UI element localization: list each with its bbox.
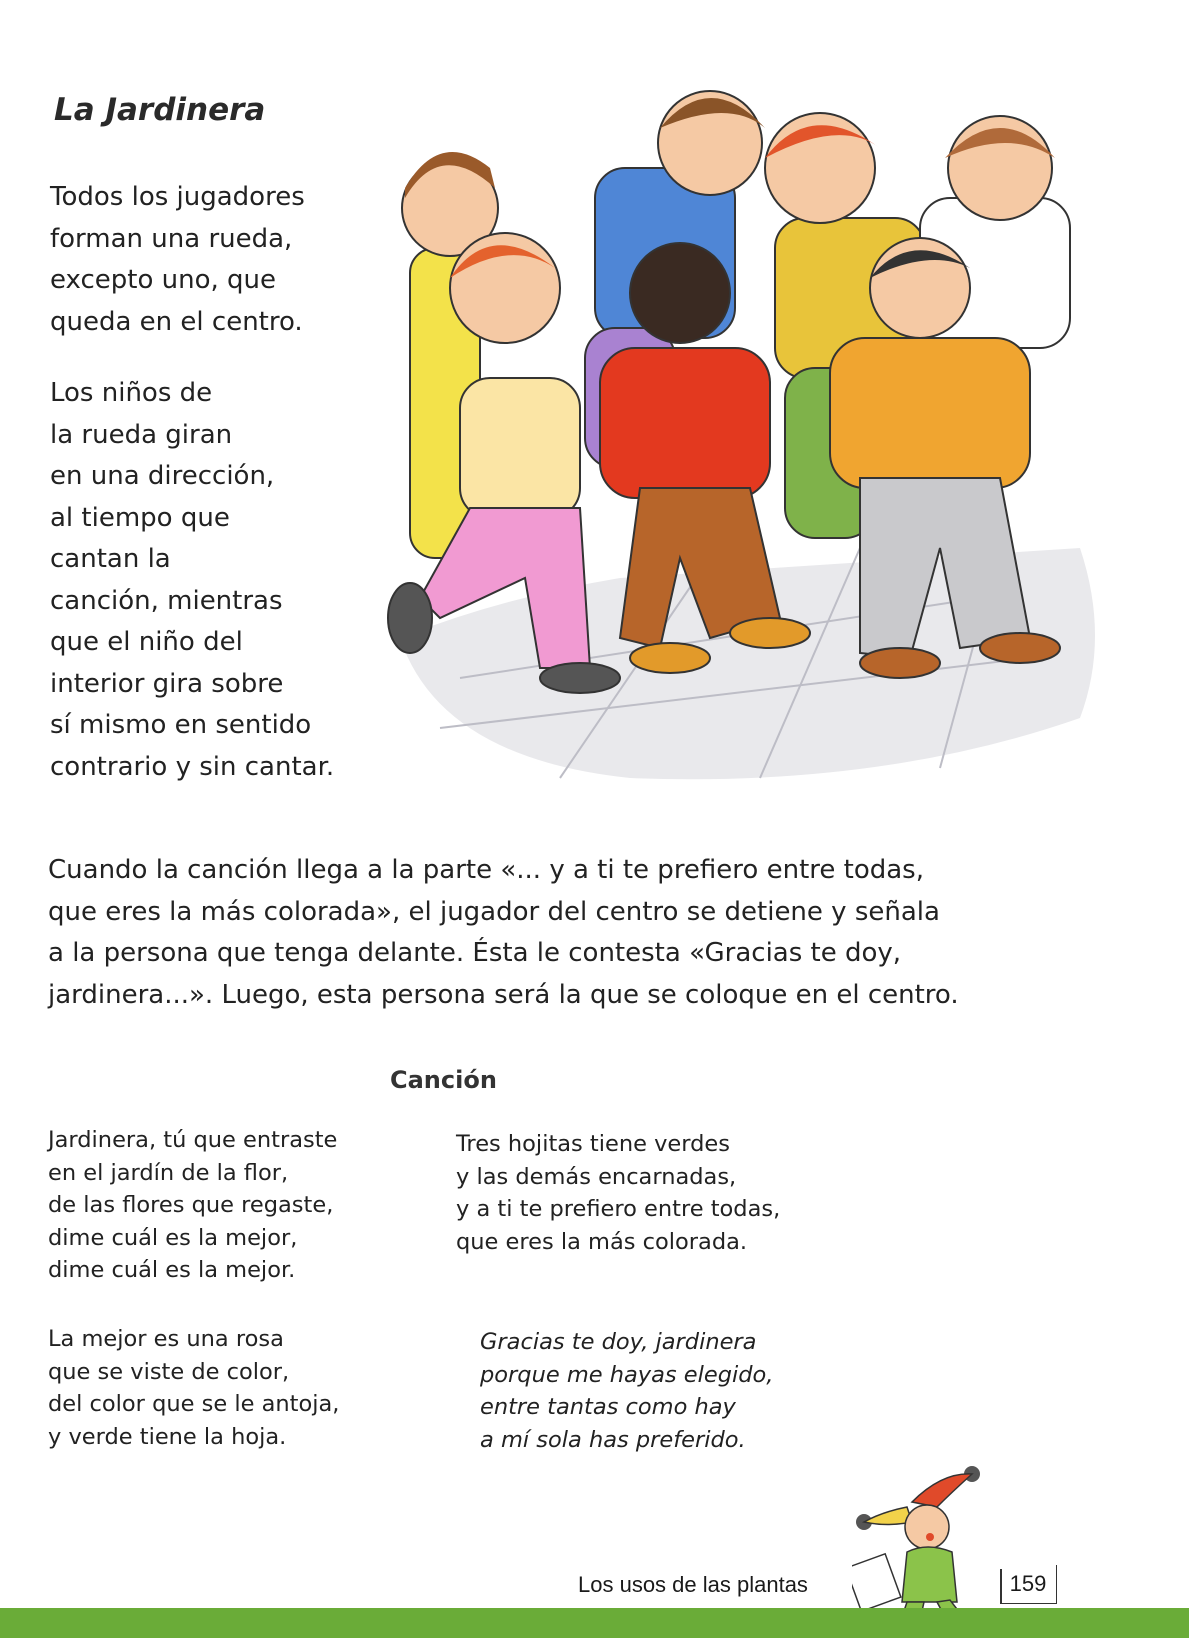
stanza-line: de las flores que regaste,: [48, 1192, 334, 1218]
stanza-line: porque me hayas elegido,: [480, 1361, 774, 1388]
stanza-2: [456, 1128, 780, 1258]
stanza-line: y a ti te prefiero entre todas,: [456, 1196, 781, 1222]
intro-line: Todos los jugadores: [50, 182, 305, 212]
page-title: La Jardinera: [54, 92, 266, 128]
footer-bar: [0, 1608, 1189, 1638]
paragraph-line: a la persona que tenga delante. Ésta le contesta «Gracias te doy,: [48, 938, 902, 968]
stanza-line: y verde tiene la hoja.: [48, 1423, 287, 1450]
stanza-line: en el jardín de la flor,: [48, 1159, 289, 1186]
stanza-4: [480, 1326, 773, 1456]
intro-line: forman una rueda,: [50, 223, 293, 254]
stanza-line: dime cuál es la mejor,: [48, 1224, 298, 1251]
intro-line: cantan la: [50, 544, 171, 574]
children-circle-illustration: [380, 78, 1120, 798]
page-number: [1000, 1565, 1057, 1604]
intro-line: canción, mientras: [50, 585, 283, 616]
page-number-text: 159: [1009, 1571, 1047, 1596]
intro-line: en una dirección,: [50, 461, 275, 491]
intro-line: Los niños de: [50, 378, 213, 408]
intro-line: excepto uno, que: [50, 265, 277, 295]
intro-line: la rueda giran: [50, 419, 233, 450]
paragraph-line: Cuando la canción llega a la parte «... y a ti te prefiero entre todas,: [48, 855, 924, 885]
intro-line: al tiempo que: [50, 502, 230, 533]
explanation-paragraph: [48, 850, 1088, 1016]
intro-text: [50, 177, 390, 788]
intro-line: que el niño del: [50, 627, 243, 657]
stanza-line: Jardinera, tú que entraste: [48, 1127, 338, 1153]
stanza-line: a mí sola has preferido.: [480, 1426, 746, 1453]
stanza-line: Tres hojitas tiene verdes: [456, 1131, 730, 1157]
stanza-1: [48, 1124, 337, 1287]
intro-line: interior gira sobre: [50, 668, 284, 699]
intro-line: sí mismo en sentido: [50, 710, 312, 740]
stanza-line: que se viste de color,: [48, 1358, 290, 1385]
stanza-line: dime cuál es la mejor.: [48, 1257, 296, 1283]
intro-line: contrario y sin cantar.: [50, 751, 335, 782]
song-title: Canción: [390, 1066, 497, 1094]
section-name: Los usos de las plantas: [578, 1572, 808, 1597]
stanza-line: Gracias te doy, jardinera: [480, 1329, 757, 1355]
stanza-3: [48, 1323, 339, 1453]
stanza-line: y las demás encarnadas,: [456, 1163, 737, 1190]
paragraph-line: que eres la más colorada», el jugador del centro se detiene y señala: [48, 896, 940, 927]
paragraph-line: jardinera...». Luego, esta persona será la que se coloque en el centro.: [48, 979, 959, 1010]
intro-line: queda en el centro.: [50, 306, 303, 337]
stanza-line: La mejor es una rosa: [48, 1326, 284, 1352]
stanza-line: que eres la más colorada.: [456, 1228, 748, 1255]
stanza-line: del color que se le antoja,: [48, 1391, 340, 1417]
stanza-line: entre tantas como hay: [480, 1394, 736, 1420]
